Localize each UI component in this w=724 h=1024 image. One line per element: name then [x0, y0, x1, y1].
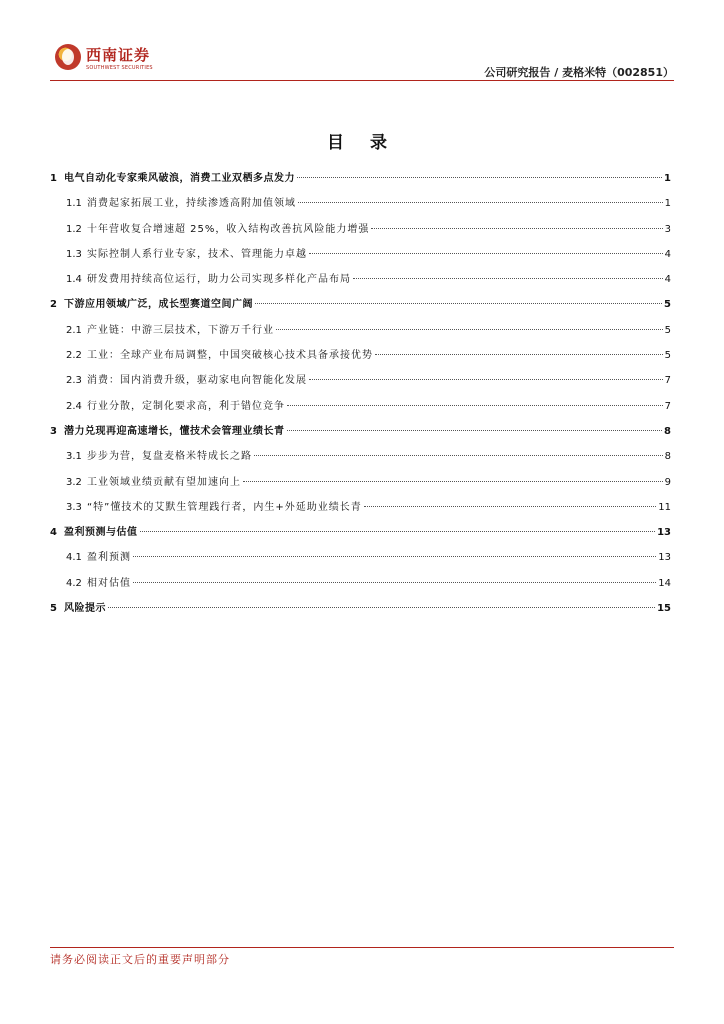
toc-entry-page: 4	[664, 274, 671, 286]
toc-dot-leader	[133, 556, 656, 557]
toc-chapter-entry[interactable]	[50, 596, 671, 621]
toc-entry-title: 风险提示	[64, 603, 106, 615]
toc-section-entry[interactable]	[50, 267, 671, 292]
toc-dot-leader	[375, 354, 663, 355]
toc-entry-number: 2	[50, 299, 57, 311]
toc-entry-title: 十年营收复合增速超 25%，收入结构改善抗风险能力增强	[87, 223, 370, 235]
toc-entry-number: 1.2	[66, 223, 82, 235]
toc-entry-number: 3.2	[66, 476, 82, 488]
toc-dot-leader	[353, 278, 663, 279]
toc-section-entry[interactable]	[50, 368, 671, 393]
footer-disclaimer: 请务必阅读正文后的重要声明部分	[50, 953, 230, 966]
toc-entry-title: 研发费用持续高位运行，助力公司实现多样化产品布局	[87, 274, 351, 286]
toc-chapter-entry[interactable]	[50, 292, 671, 317]
toc-entry-page: 1	[664, 173, 671, 184]
logo-english-name: SOUTHWEST SECURITIES	[86, 65, 153, 71]
toc-entry-page: 14	[658, 577, 671, 589]
logo-chinese-name: 西南证券	[86, 46, 151, 64]
toc-entry-page: 8	[664, 451, 671, 463]
table-of-contents	[50, 166, 671, 621]
toc-entry-number: 2.4	[66, 400, 82, 412]
toc-entry-title: 电气自动化专家乘风破浪，消费工业双栖多点发力	[64, 173, 295, 184]
toc-dot-leader	[254, 455, 663, 456]
toc-entry-title: “特”懂技术的艾默生管理践行者，内生+外延助业绩长青	[87, 501, 362, 513]
toc-section-entry[interactable]	[50, 394, 671, 419]
toc-entry-page: 7	[664, 375, 671, 387]
toc-dot-leader	[276, 329, 663, 330]
toc-dot-leader	[287, 405, 663, 406]
toc-dot-leader	[298, 202, 663, 203]
page-title: 目 录	[327, 133, 397, 153]
toc-dot-leader	[255, 303, 662, 304]
logo-emblem-icon	[55, 44, 81, 70]
toc-entry-number: 1.1	[66, 198, 82, 210]
toc-entry-title: 实际控制人系行业专家，技术、管理能力卓越	[87, 248, 307, 260]
toc-entry-title: 消费：国内消费升级，驱动家电向智能化发展	[87, 375, 307, 387]
toc-entry-page: 11	[658, 501, 671, 513]
toc-dot-leader	[108, 607, 655, 608]
toc-entry-page: 13	[657, 527, 671, 539]
toc-entry-page: 8	[664, 425, 671, 437]
toc-entry-number: 1.3	[66, 248, 82, 260]
toc-entry-page: 5	[664, 324, 671, 336]
toc-entry-page: 15	[657, 603, 671, 615]
toc-entry-page: 13	[658, 552, 671, 564]
toc-entry-number: 4	[50, 527, 57, 539]
toc-entry-page: 3	[664, 223, 671, 235]
header-divider	[50, 80, 674, 81]
toc-chapter-entry[interactable]	[50, 520, 671, 545]
toc-dot-leader	[287, 430, 663, 431]
toc-section-entry[interactable]	[50, 318, 671, 343]
toc-entry-page: 4	[664, 248, 671, 260]
toc-dot-leader	[297, 177, 662, 178]
toc-entry-number: 4.1	[66, 552, 82, 564]
toc-dot-leader	[140, 531, 656, 532]
toc-entry-number: 5	[50, 603, 57, 615]
toc-entry-title: 下游应用领域广泛，成长型赛道空间广阔	[64, 299, 253, 311]
toc-entry-number: 4.2	[66, 577, 82, 589]
toc-section-entry[interactable]	[50, 495, 671, 520]
toc-entry-number: 2.1	[66, 324, 82, 336]
toc-entry-number: 3.1	[66, 451, 82, 463]
toc-entry-title: 消费起家拓展工业，持续渗透高附加值领域	[87, 198, 296, 210]
toc-chapter-entry[interactable]	[50, 419, 671, 444]
toc-entry-number: 2.3	[66, 375, 82, 387]
toc-section-entry[interactable]	[50, 444, 671, 469]
toc-entry-title: 相对估值	[87, 577, 131, 589]
toc-dot-leader	[243, 481, 663, 482]
toc-section-entry[interactable]	[50, 191, 671, 216]
toc-entry-page: 5	[664, 350, 671, 362]
toc-entry-title: 工业：全球产业布局调整，中国突破核心技术具备承接优势	[87, 350, 373, 362]
toc-entry-title: 盈利预测	[87, 552, 131, 564]
toc-entry-number: 3.3	[66, 501, 82, 513]
toc-dot-leader	[309, 379, 663, 380]
toc-entry-title: 盈利预测与估值	[64, 527, 138, 539]
toc-entry-page: 1	[664, 198, 671, 210]
toc-entry-page: 7	[664, 400, 671, 412]
toc-entry-title: 产业链：中游三层技术，下游万千行业	[87, 324, 274, 336]
toc-dot-leader	[364, 506, 657, 507]
report-label: 公司研究报告 / 麦格米特（002851）	[484, 66, 674, 79]
toc-entry-number: 1.4	[66, 274, 82, 286]
toc-chapter-entry[interactable]	[50, 166, 671, 191]
toc-dot-leader	[309, 253, 663, 254]
toc-entry-title: 步步为营，复盘麦格米特成长之路	[87, 451, 252, 463]
toc-dot-leader	[133, 582, 656, 583]
toc-entry-title: 行业分散，定制化要求高，利于错位竞争	[87, 400, 285, 412]
toc-section-entry[interactable]	[50, 571, 671, 596]
toc-entry-title: 潜力兑现再迎高速增长，懂技术会管理业绩长青	[64, 425, 285, 437]
toc-entry-page: 9	[664, 476, 671, 488]
toc-entry-number: 2.2	[66, 350, 82, 362]
toc-entry-number: 1	[50, 173, 57, 184]
toc-section-entry[interactable]	[50, 545, 671, 570]
toc-entry-number: 3	[50, 425, 57, 437]
footer-divider	[50, 947, 674, 948]
toc-section-entry[interactable]	[50, 242, 671, 267]
toc-section-entry[interactable]	[50, 470, 671, 495]
toc-entry-title: 工业领域业绩贡献有望加速向上	[87, 476, 241, 488]
toc-section-entry[interactable]	[50, 343, 671, 368]
toc-entry-page: 5	[664, 299, 671, 311]
toc-dot-leader	[371, 228, 662, 229]
toc-section-entry[interactable]	[50, 217, 671, 242]
